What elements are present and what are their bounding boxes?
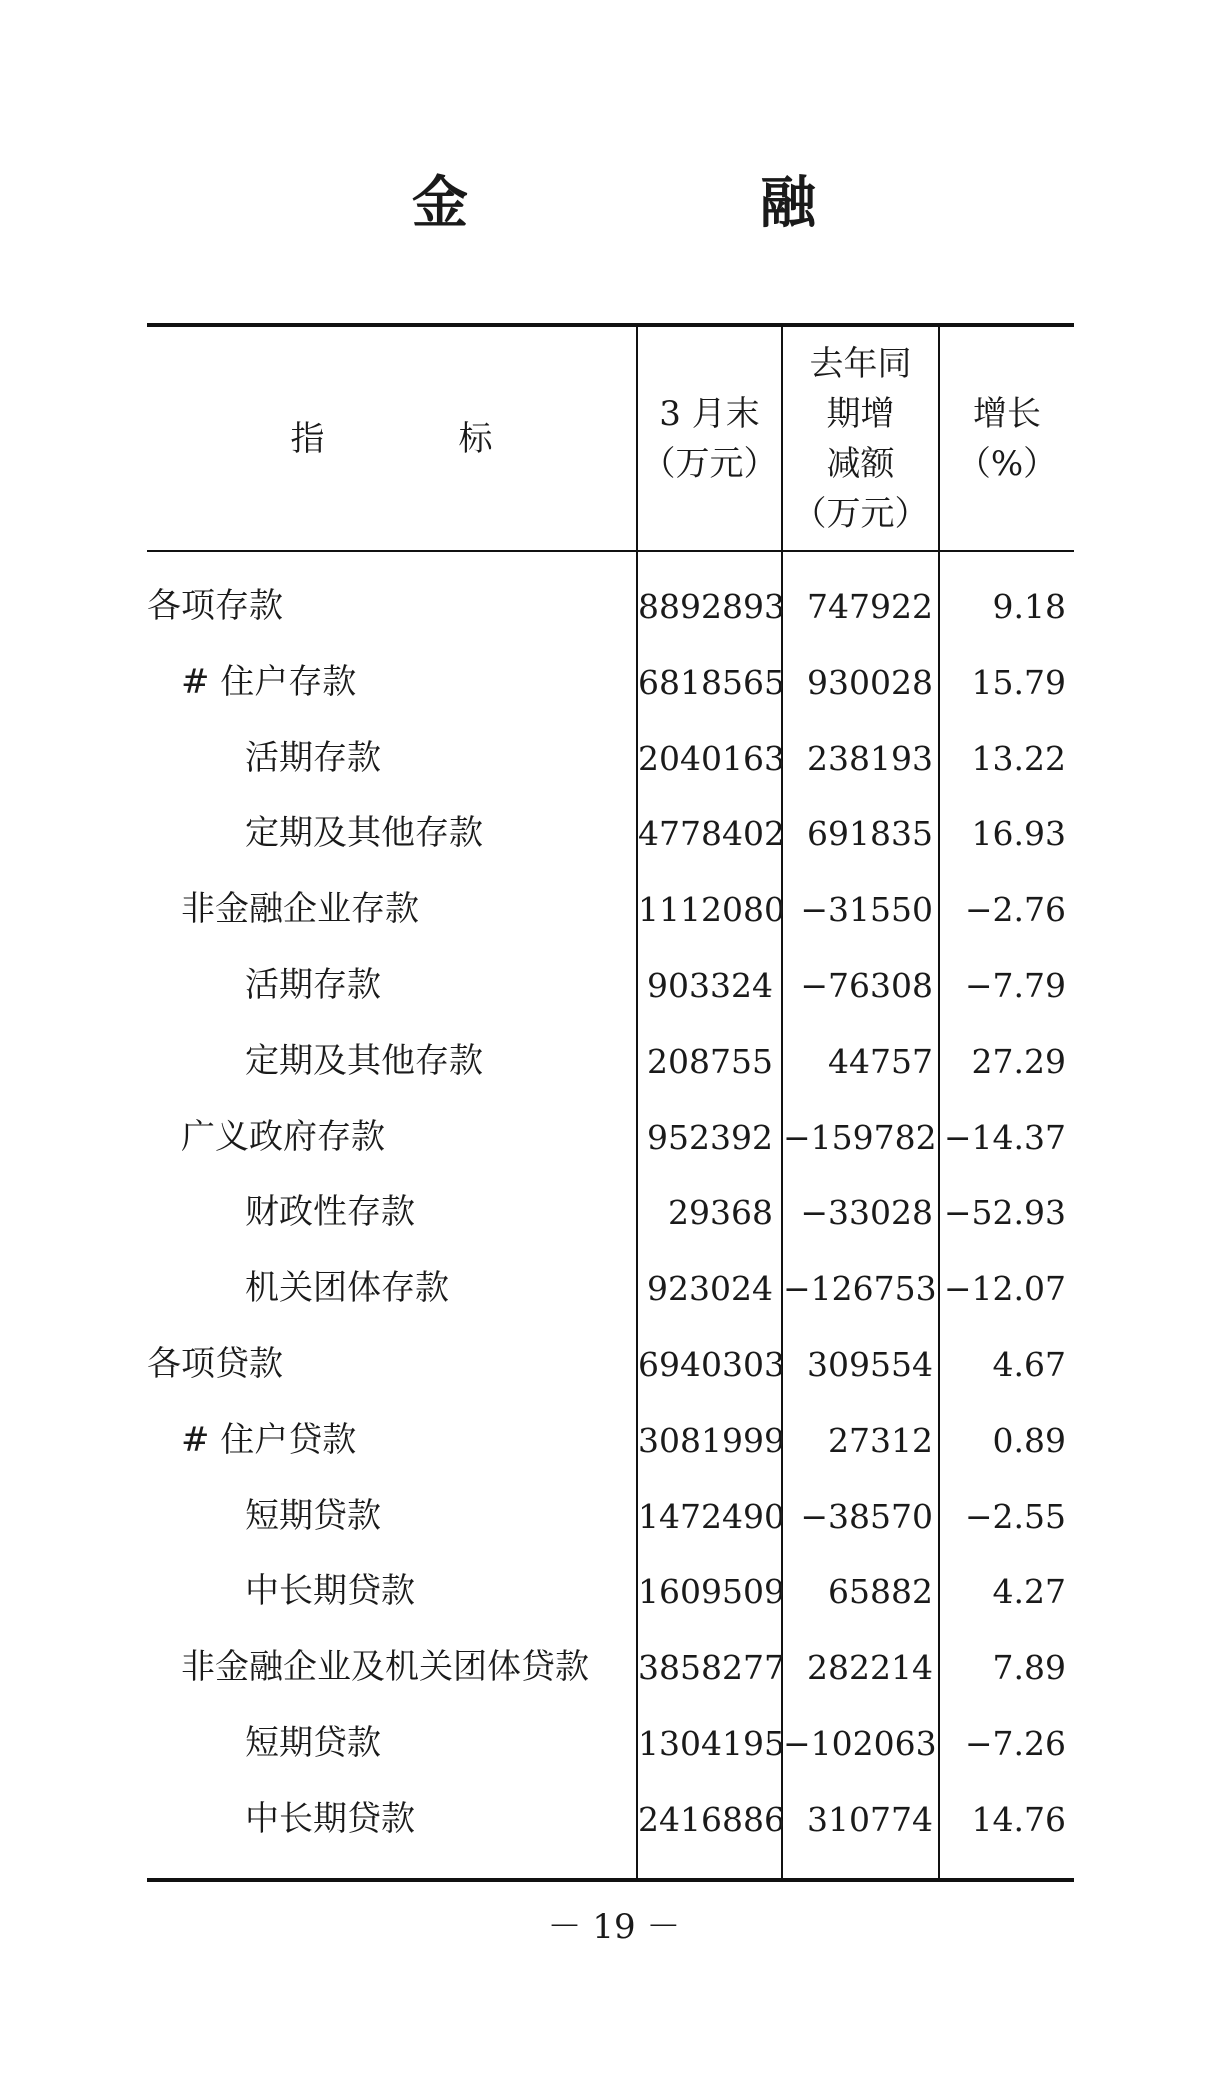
row-name: 非金融企业存款 — [181, 889, 419, 930]
row-growth: −7.79 — [964, 965, 1066, 1005]
table-row — [147, 1251, 1074, 1327]
row-growth: 15.79 — [971, 662, 1066, 702]
row-change: −159782 — [783, 1117, 937, 1157]
row-growth: 4.67 — [992, 1344, 1066, 1384]
row-name: 机关团体存款 — [245, 1268, 449, 1309]
row-growth: 13.22 — [971, 738, 1066, 778]
row-name: 财政性存款 — [245, 1192, 415, 1233]
row-value: 3081999 — [638, 1420, 785, 1460]
table-row — [147, 872, 1074, 948]
row-growth: 9.18 — [992, 587, 1066, 626]
row-change: −33028 — [800, 1193, 933, 1233]
table-row — [147, 1782, 1074, 1858]
row-change: 238193 — [807, 738, 933, 778]
row-value: 1112080 — [638, 890, 785, 930]
row-change: −31550 — [800, 890, 933, 930]
row-value: 29368 — [668, 1193, 773, 1233]
row-value: 2040163 — [638, 738, 785, 778]
row-change: 310774 — [807, 1799, 933, 1839]
header-value — [638, 327, 781, 550]
row-name: 中长期贷款 — [245, 1798, 415, 1839]
table-row — [147, 645, 1074, 721]
row-name: 短期贷款 — [245, 1495, 381, 1536]
row-value: 1304195 — [638, 1723, 785, 1763]
row-value: 2416886 — [638, 1799, 785, 1839]
row-growth: −7.26 — [964, 1723, 1066, 1763]
table-row — [147, 1630, 1074, 1706]
row-value: 4778402 — [638, 814, 785, 854]
row-change: 930028 — [807, 662, 933, 702]
header-value-line: 3 月末 — [659, 393, 760, 434]
table-row — [147, 796, 1074, 872]
row-value: 1472490 — [638, 1496, 785, 1536]
table-bottom-rule — [147, 1878, 1074, 1882]
row-name: 各项存款 — [147, 586, 283, 626]
header-growth — [940, 327, 1074, 550]
row-value: 1609509 — [638, 1572, 785, 1612]
table-row — [147, 721, 1074, 797]
row-value: 952392 — [647, 1117, 773, 1157]
row-name: 活期存款 — [245, 964, 381, 1005]
row-growth: 14.76 — [971, 1799, 1066, 1839]
table-row — [147, 1327, 1074, 1403]
row-name: # 住户存款 — [181, 661, 357, 702]
row-name: 广义政府存款 — [181, 1116, 385, 1157]
row-name: 定期及其他存款 — [245, 813, 483, 854]
row-value: 8892893 — [638, 587, 785, 626]
header-change-line: 去年同 — [809, 343, 912, 384]
row-growth: −52.93 — [943, 1193, 1066, 1233]
header-indicator: 指 标 — [290, 418, 543, 459]
finance-table — [147, 323, 1074, 1883]
table-row — [147, 1479, 1074, 1555]
table-row — [147, 1706, 1074, 1782]
table-row — [147, 1100, 1074, 1176]
row-growth: −2.55 — [964, 1496, 1066, 1536]
row-value: 6818565 — [638, 662, 785, 702]
table-row — [147, 1175, 1074, 1251]
row-growth: 27.29 — [971, 1041, 1066, 1081]
header-value-line: （万元） — [641, 443, 778, 484]
header-change-line: （万元） — [792, 493, 929, 534]
row-name: # 住户贷款 — [181, 1419, 357, 1460]
page-number: － 19 － — [547, 1907, 681, 1947]
row-name: 活期存款 — [245, 737, 381, 778]
row-change: 309554 — [807, 1344, 933, 1384]
table-body — [147, 552, 1074, 1858]
row-name: 中长期贷款 — [245, 1571, 415, 1612]
row-change: 282214 — [807, 1648, 933, 1688]
header-change-line: 期增 — [826, 393, 895, 434]
row-name: 各项贷款 — [147, 1343, 283, 1384]
row-change: 747922 — [807, 587, 933, 626]
row-growth: 16.93 — [971, 814, 1066, 854]
row-change: 691835 — [807, 814, 933, 854]
header-change — [783, 327, 938, 550]
header-growth-line: （%） — [956, 443, 1058, 484]
row-growth: −12.07 — [943, 1269, 1066, 1309]
row-growth: 0.89 — [992, 1420, 1066, 1460]
row-growth: 4.27 — [992, 1572, 1066, 1612]
row-value: 3858277 — [638, 1648, 785, 1688]
row-change: 27312 — [828, 1420, 933, 1460]
table-row — [147, 1403, 1074, 1479]
row-change: −126753 — [783, 1269, 937, 1309]
row-change: 44757 — [828, 1041, 933, 1081]
row-change: −76308 — [800, 965, 933, 1005]
row-change: 65882 — [828, 1572, 933, 1612]
page-title: 金 融 — [412, 170, 934, 236]
row-name: 非金融企业及机关团体贷款 — [181, 1647, 589, 1688]
row-change: −102063 — [783, 1723, 937, 1763]
row-growth: −14.37 — [943, 1117, 1066, 1157]
row-change: −38570 — [800, 1496, 933, 1536]
row-value: 6940303 — [638, 1344, 785, 1384]
table-row — [147, 1024, 1074, 1100]
header-growth-line: 增长 — [973, 393, 1041, 434]
row-value: 208755 — [647, 1041, 773, 1081]
row-growth: 7.89 — [992, 1648, 1066, 1688]
table-row — [147, 948, 1074, 1024]
header-change-line: 减额 — [826, 443, 895, 484]
table-row — [147, 1554, 1074, 1630]
row-name: 定期及其他存款 — [245, 1040, 483, 1081]
row-name: 短期贷款 — [245, 1722, 381, 1763]
row-value: 923024 — [647, 1269, 773, 1309]
row-growth: −2.76 — [964, 890, 1066, 930]
row-value: 903324 — [647, 965, 773, 1005]
table-row — [147, 569, 1074, 645]
